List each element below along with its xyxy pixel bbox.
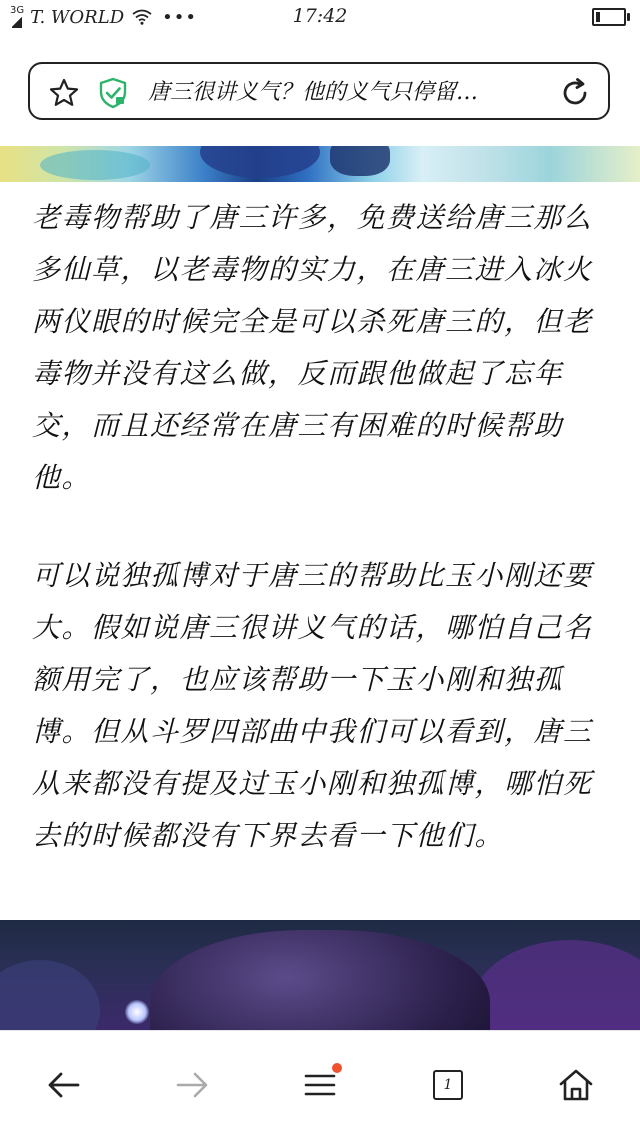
forward-arrow-icon	[174, 1070, 210, 1100]
home-icon	[558, 1068, 594, 1102]
tab-count: 1	[443, 1077, 453, 1093]
battery-icon	[592, 8, 626, 26]
back-button[interactable]	[40, 1061, 88, 1109]
status-time: 17:42	[292, 5, 348, 27]
reload-icon[interactable]	[558, 76, 592, 110]
status-bar	[0, 0, 640, 36]
bottom-nav-bar	[0, 1030, 640, 1138]
tabs-icon	[433, 1070, 463, 1100]
article-bottom-image	[0, 920, 640, 1030]
article-paragraph: 老毒物帮助了唐三许多，免费送给唐三那么多仙草，以老毒物的实力，在唐三进入冰火两仪眼的时候完全是可以杀死唐三的，但老毒物并没有这么做，反而跟他做起了忘年交，而且还经常在唐三有困难的时候帮助他。	[32, 201, 593, 494]
battery-level	[596, 12, 600, 22]
menu-badge	[332, 1063, 342, 1073]
shield-icon[interactable]	[98, 77, 128, 109]
article-body	[32, 192, 612, 862]
menu-button[interactable]	[296, 1061, 344, 1109]
article-top-image	[0, 146, 640, 182]
network-type: 3G	[10, 5, 25, 16]
home-button[interactable]	[552, 1061, 600, 1109]
article-paragraph: 可以说独孤博对于唐三的帮助比玉小刚还要大。假如说唐三很讲义气的话，哪怕自己名额用完了，也应该帮助一下玉小刚和独孤博。但从斗罗四部曲中我们可以看到，唐三从来都没有提及过玉小刚和独孤博，哪怕死去的时候都没有下界去看一下他们。	[32, 559, 593, 852]
more-dots-icon: •••	[162, 6, 197, 28]
carrier-name: T. WORLD	[30, 6, 125, 28]
menu-icon	[303, 1072, 337, 1098]
star-icon[interactable]	[48, 77, 80, 109]
back-arrow-icon	[46, 1070, 82, 1100]
address-bar[interactable]	[28, 62, 610, 120]
page-title[interactable]: 唐三很讲义气？他的义气只停留…	[148, 80, 479, 105]
forward-button[interactable]	[168, 1061, 216, 1109]
tabs-button[interactable]	[424, 1061, 472, 1109]
